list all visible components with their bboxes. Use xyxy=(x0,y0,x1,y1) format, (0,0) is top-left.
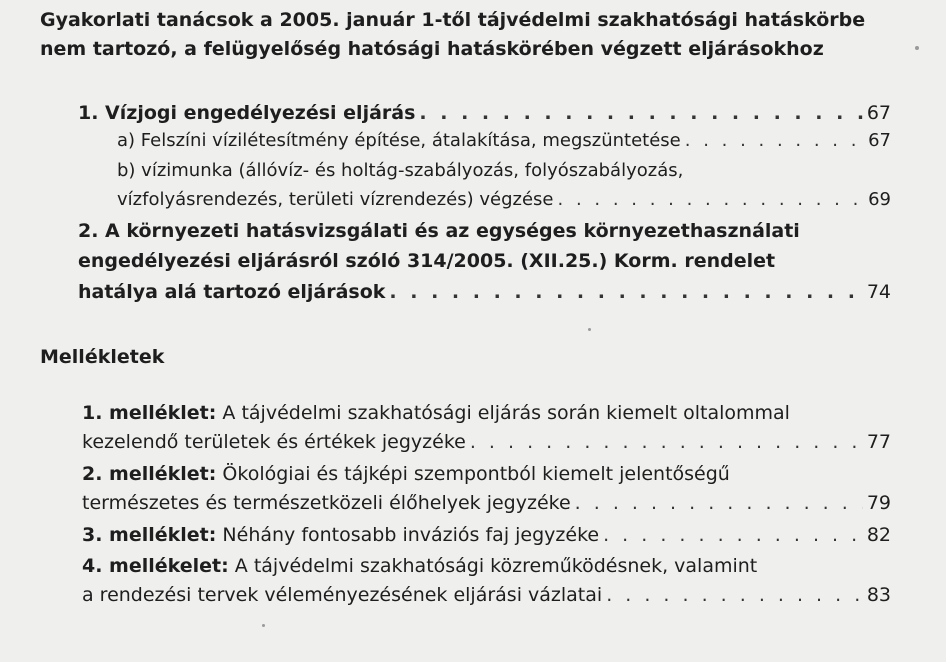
annex-2-line-1 xyxy=(82,459,730,489)
annex-text: kezelendő területek és értékek jegyzéke xyxy=(82,431,466,453)
scan-speck xyxy=(262,624,265,627)
dot-leader xyxy=(685,126,864,156)
toc-page-number: 67 xyxy=(868,130,891,151)
toc-entry-section-2-line-2: engedélyezési eljárásról szóló 314/2005. (XII.25.) Korm. rendelet xyxy=(78,250,776,272)
annex-text: természetes és természetközeli élőhelyek jegyzéke xyxy=(82,492,571,514)
heading-line-2: nem tartozó, a felügyelőség hatósági hatáskörében végzett eljárásokhoz xyxy=(40,38,824,60)
dot-leader xyxy=(558,185,865,215)
dot-leader xyxy=(389,277,862,307)
dot-leader xyxy=(470,427,863,457)
dot-leader xyxy=(606,580,863,610)
toc-entry-title: a) Felszíni vízilétesítmény építése, átalakítása, megszüntetése xyxy=(117,130,681,151)
annex-2 xyxy=(82,488,891,518)
annex-4-line-1 xyxy=(82,551,757,581)
dot-leader xyxy=(575,488,863,518)
annex-text: Néhány fontosabb inváziós faj jegyzéke xyxy=(216,524,600,546)
dot-leader xyxy=(603,520,863,550)
toc-page-number: 67 xyxy=(866,102,891,124)
toc-entry-section-2 xyxy=(78,277,891,307)
scan-speck xyxy=(915,46,919,50)
annex-text: A tájvédelmi szakhatósági közreműködésnek, valamint xyxy=(228,555,758,577)
toc-page-number: 74 xyxy=(866,281,891,303)
dot-leader xyxy=(419,98,862,128)
toc-page-number: 79 xyxy=(866,492,891,514)
toc-entry-section-1 xyxy=(78,98,891,128)
annex-4 xyxy=(82,580,891,610)
scan-speck xyxy=(588,328,591,331)
toc-entry-title: vízfolyásrendezés, területi vízrendezés) végzése xyxy=(117,189,554,210)
toc-entry-title: hatálya alá tartozó eljárások xyxy=(78,281,386,303)
annex-label: 2. melléklet: xyxy=(82,463,217,485)
toc-entry-title: 1. Vízjogi engedélyezési eljárás xyxy=(78,102,416,124)
annex-text: Ökológiai és tájképi szempontból kiemelt jelentőségű xyxy=(216,463,730,485)
annex-3 xyxy=(82,520,891,550)
toc-page-number: 69 xyxy=(868,189,891,210)
toc-entry-1a xyxy=(117,126,891,156)
annexes-title: Mellékletek xyxy=(40,346,165,368)
toc-entry-1b xyxy=(117,185,891,215)
toc-entry-1b-line-1: b) vízimunka (állóvíz- és holtág-szabályozás, folyószabályozás, xyxy=(117,160,684,181)
toc-page-number: 83 xyxy=(866,584,891,606)
toc-page-number: 77 xyxy=(866,431,891,453)
page-heading xyxy=(40,6,900,64)
toc-page-number: 82 xyxy=(866,524,891,546)
annex-text: a rendezési tervek véleményezésének eljárási vázlatai xyxy=(82,584,603,606)
annex-label: 4. mellékelet: xyxy=(82,555,229,577)
annex-label: 1. melléklet: xyxy=(82,402,217,424)
heading-line-1: Gyakorlati tanácsok a 2005. január 1-től tájvédelmi szakhatósági hatáskörbe xyxy=(40,9,866,31)
annex-1-line-1 xyxy=(82,398,790,428)
annex-label: 3. melléklet: xyxy=(82,524,217,546)
annex-text: A tájvédelmi szakhatósági eljárás során kiemelt oltalommal xyxy=(216,402,790,424)
toc-entry-section-2-line-1: 2. A környezeti hatásvizsgálati és az egységes környezethasználati xyxy=(78,220,800,242)
annex-1 xyxy=(82,427,891,457)
annex-3-line-1 xyxy=(82,520,599,550)
